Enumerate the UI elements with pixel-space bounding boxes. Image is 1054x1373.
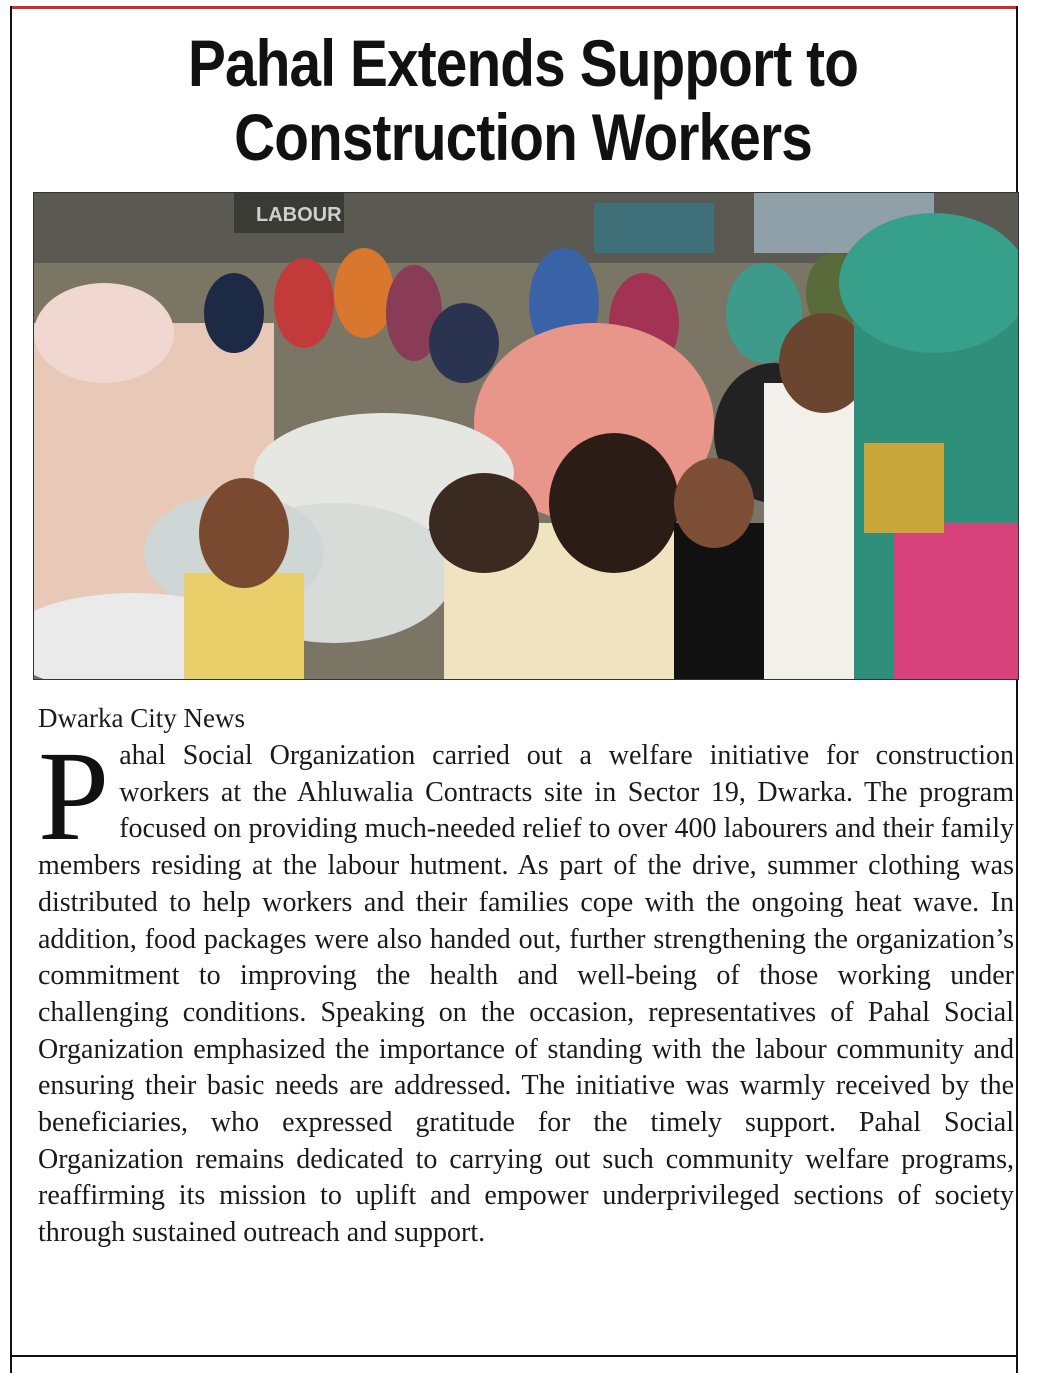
drop-cap: P [38,725,110,867]
left-column-rule [10,6,12,1373]
article-photo [33,192,1019,680]
article-body-text: ahal Social Organization carried out a welfare initiative for construction workers at the Ahluwalia Contracts site in Sector 19, Dwarka. The program focused on providing much-needed relief to over 400 labourers and their family members residing at the labour hutment. As part of the drive, summer clothing was distributed to help workers and their families cope with the ongoing heat wave. In addition, food packages were also handed out, further strengthening the organization’s commitment to improving the health and well-being of those working under challenging conditions. Speaking on the occasion, representatives of Pahal Social Organization emphasized the importance of standing with the labour community and ensuring their basic needs are addressed. The initiative was warmly received by the beneficiaries, who expressed gratitude for the timely support. Pahal Social Organization remains dedicated to carrying out such community welfare programs, reaffirming its mission to uplift and empower underprivileged sections of society through sustained outreach and support. [38,740,1014,1249]
top-red-rule [12,6,1018,9]
article-body-paragraph [38,725,1014,1252]
photo-sign-text: LABOUR [256,204,342,226]
photo-illustration [34,193,1018,679]
article-headline: Pahal Extends Support to Construction Workers [187,26,859,174]
bottom-rule [12,1355,1018,1357]
article-byline: Dwarka City News [38,703,245,733]
